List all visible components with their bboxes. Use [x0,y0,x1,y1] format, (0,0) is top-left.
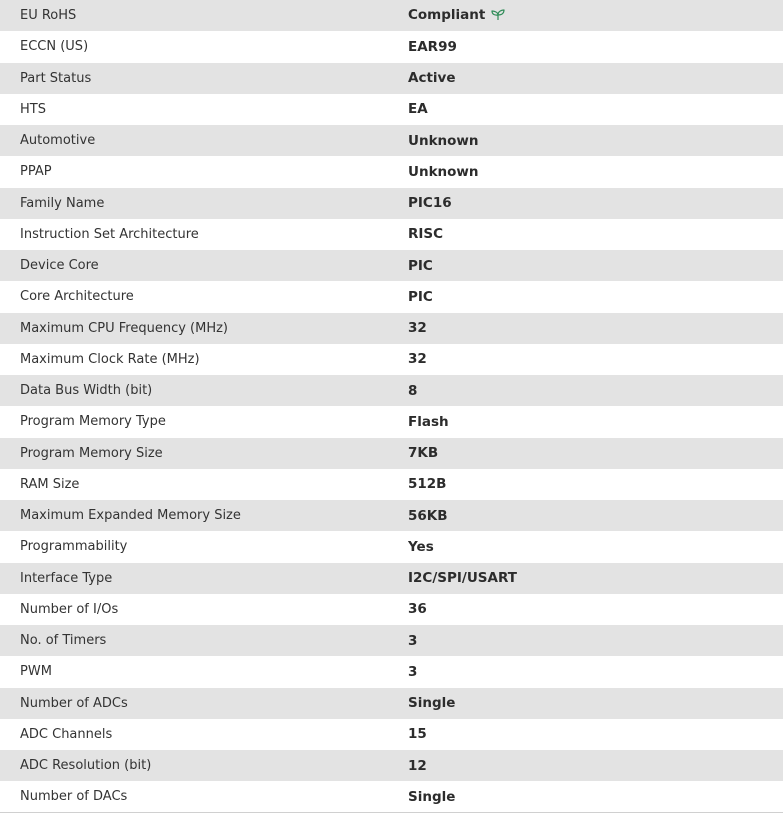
spec-value: Flash [408,413,449,430]
spec-row [0,188,783,219]
spec-value: 32 [408,351,427,368]
spec-label: Maximum Clock Rate (MHz) [20,351,200,367]
spec-label: ECCN (US) [20,39,89,55]
spec-row [0,219,783,250]
spec-label: Family Name [20,195,105,211]
spec-value: 15 [408,726,427,743]
spec-row [0,0,783,31]
spec-value: PIC [408,257,433,274]
spec-row [0,500,783,531]
spec-value: PIC16 [408,195,452,212]
spec-row [0,313,783,344]
spec-label: RAM Size [20,476,80,492]
spec-value: Active [408,70,456,87]
spec-label: No. of Timers [20,633,107,649]
spec-label: Interface Type [20,570,113,586]
spec-value: 56KB [408,507,448,524]
leaf-icon [491,9,505,25]
spec-value: PIC [408,288,433,305]
spec-label: HTS [20,101,46,117]
spec-row [0,750,783,781]
spec-label: Number of I/Os [20,601,119,617]
spec-value: 8 [408,382,418,399]
spec-row [0,688,783,719]
spec-value: EAR99 [408,38,457,55]
spec-value: 12 [408,757,427,774]
spec-row [0,31,783,62]
spec-row [0,594,783,625]
spec-label: Program Memory Type [20,414,166,430]
spec-label: Number of ADCs [20,695,128,711]
spec-value: Unknown [408,163,479,180]
spec-label: PWM [20,664,52,680]
spec-row [0,656,783,687]
spec-value: 512B [408,476,447,493]
spec-row [0,531,783,562]
spec-value: Single [408,788,456,805]
spec-label: Programmability [20,539,128,555]
spec-value: RISC [408,226,444,243]
spec-row [0,94,783,125]
spec-row [0,125,783,156]
spec-label: ADC Resolution (bit) [20,758,152,774]
spec-value: EA [408,101,428,118]
spec-label: EU RoHS [20,8,77,24]
spec-label: PPAP [20,164,52,180]
spec-value: I2C/SPI/USART [408,570,517,587]
spec-value: Single [408,695,456,712]
spec-value-cell [408,0,783,31]
spec-label: Automotive [20,133,96,149]
spec-row [0,469,783,500]
spec-value: 3 [408,663,418,680]
spec-row [0,250,783,281]
spec-row [0,563,783,594]
spec-label: Core Architecture [20,289,134,305]
spec-label: Program Memory Size [20,445,163,461]
spec-row [0,344,783,375]
spec-label: Instruction Set Architecture [20,226,199,242]
spec-row [0,375,783,406]
spec-row [0,625,783,656]
spec-value: Compliant [408,6,486,23]
spec-value: Unknown [408,132,479,149]
spec-row [0,719,783,750]
spec-row [0,781,783,812]
spec-value: 32 [408,320,427,337]
spec-label: Part Status [20,70,92,86]
spec-value: Yes [408,538,434,555]
spec-value: 3 [408,632,418,649]
spec-row [0,438,783,469]
spec-row [0,156,783,187]
spec-label: Device Core [20,258,99,274]
spec-value: 7KB [408,445,439,462]
spec-label: Number of DACs [20,789,128,805]
spec-row [0,281,783,312]
spec-row [0,63,783,94]
spec-value: 36 [408,601,427,618]
spec-label: Maximum Expanded Memory Size [20,508,241,524]
spec-label: Maximum CPU Frequency (MHz) [20,320,228,336]
spec-row [0,406,783,437]
spec-label: Data Bus Width (bit) [20,383,153,399]
spec-label: ADC Channels [20,726,113,742]
